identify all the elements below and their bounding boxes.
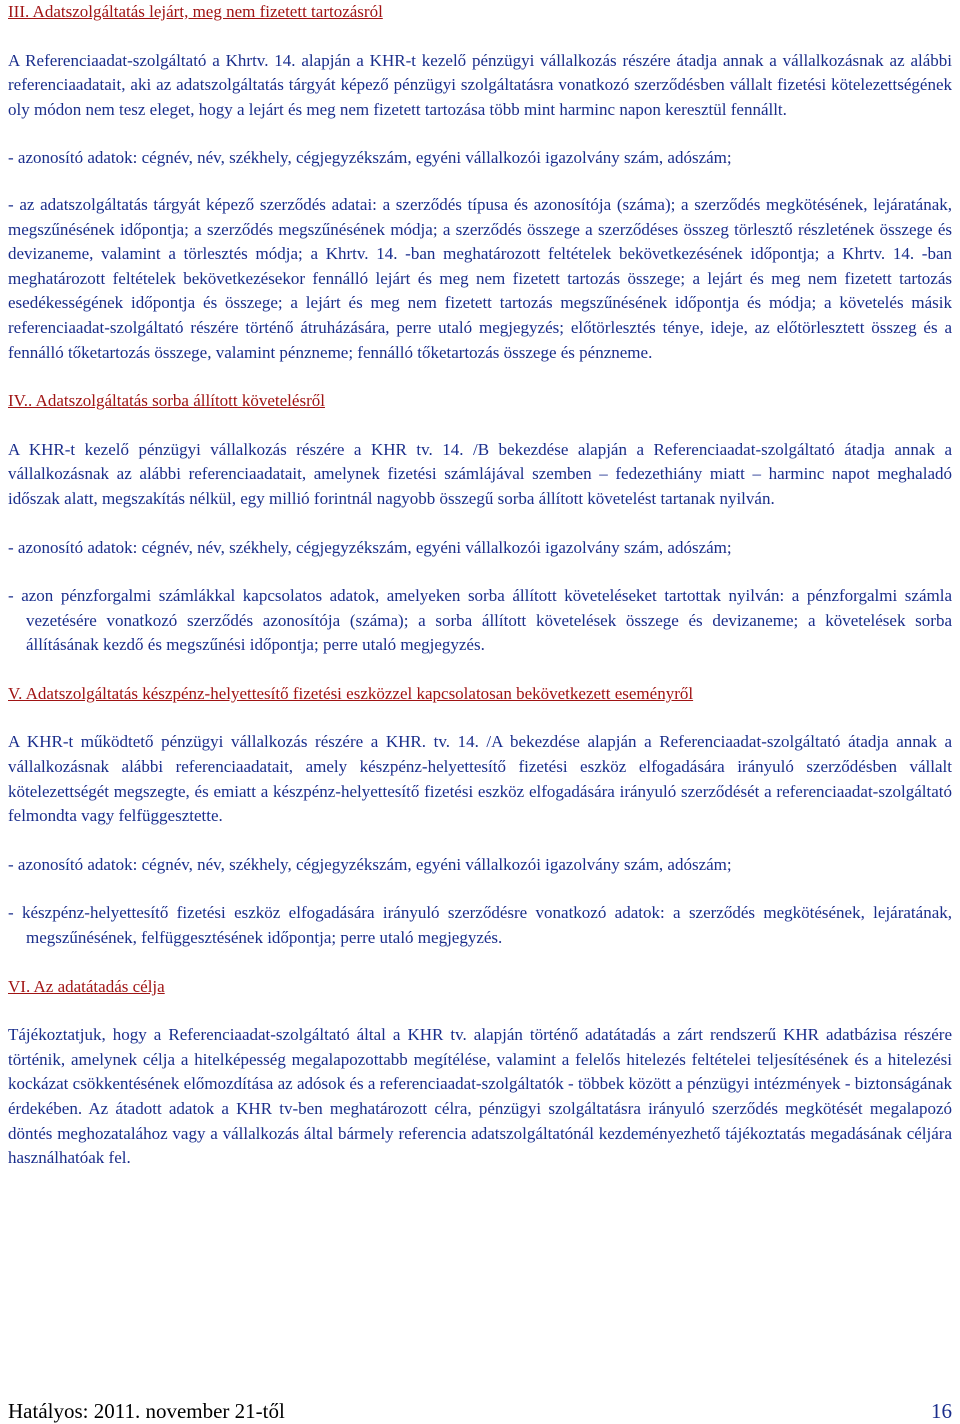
- document-page: [8, 0, 952, 1171]
- section-4-intro: A KHR-t kezelő pénzügyi vállalkozás részére a KHR tv. 14. /B bekezdése alapján a Referenciaadat-szolgáltató átadja annak a vállalkozásnak az alábbi referenciaadatait, amelynek fizetési számlájával szemben – fedezethiány miatt – harminc napot meghaladó időszak alatt, megszakítás nélkül, egy millió forintnál nagyobb összegű sorba állított követelést tartanak nyilván.: [8, 439, 952, 508]
- section-4-heading: IV.. Adatszolgáltatás sorba állított követelésről: [8, 391, 325, 411]
- section-6-heading: VI. Az adatátadás célja: [8, 976, 165, 996]
- section-6-intro: Tájékoztatjuk, hogy a Referenciaadat-szolgáltató által a KHR tv. alapján történő adatátadás a zárt rendszerű KHR adatbázisa részére történik, amelynek célja a hitelképesség megalapozottabb megítélése, valamint a felelős hitelezés feltételei teljesítésének és a hitelezési kockázat csökkentésének előmozdítása az adósok és a referenciaadat-szolgáltatók - többek között a pénzügyi intézmények - biztonságának érdekében. Az átadott adatok a KHR tv-ben meghatározott célra, pénzügyi szolgáltatásra irányuló szerződés megkötését megalapozó döntés meghozatalához vagy a vállalkozás által bármely referencia adatszolgáltatónál kezdeményezhető tájékoztatás megadásának céljára használhatóak fel.: [8, 1025, 952, 1168]
- section-4-item-identification: - azonosító adatok: cégnév, név, székhely, cégjegyzékszám, egyéni vállalkozói igazolvány szám, adószám;: [8, 537, 732, 557]
- section-5-intro: A KHR-t működtető pénzügyi vállalkozás részére a KHR. tv. 14. /A bekezdése alapján a Referenciaadat-szolgáltató átadja annak a vállalkozásnak alábbi referenciaadatait, amely készpénz-helyettesítő fizetési eszköz elfogadására irányuló szerződésben vállalt kötelezettségét megszegte, és emiatt a készpénz-helyettesítő fizetési eszköz elfogadására irányuló szerződését a referenciaadat-szolgáltató felmondta vagy felfüggesztette.: [8, 732, 952, 826]
- section-3-intro: A Referenciaadat-szolgáltató a Khrtv. 14. alapján a KHR-t kezelő pénzügyi vállalkozás részére átadja annak a vállalkozásnak az alábbi referenciaadatait, aki az adatszolgáltatás tárgyát képező pénzügyi szolgáltatásra vonatkozó szerződésben vállalt fizetési kötelezettségének oly módon nem tesz eleget, hogy a lejárt és meg nem fizetett tartozása több mint harminc napon keresztül fennállt.: [8, 50, 952, 119]
- section-5-item-identification: - azonosító adatok: cégnév, név, székhely, cégjegyzékszám, egyéni vállalkozói igazolvány szám, adószám;: [8, 854, 732, 874]
- section-3-heading: III. Adatszolgáltatás lejárt, meg nem fizetett tartozásról: [8, 2, 383, 21]
- section-5-item-card-data: - készpénz-helyettesítő fizetési eszköz elfogadására irányuló szerződésre vonatkozó adatok: a szerződés megkötésének, lejáratának, megszűnésének, felfüggesztésének időpontja; perre utaló megjegyzés.: [8, 903, 952, 948]
- page-footer: [8, 1398, 952, 1424]
- section-3-item-contract-data: - az adatszolgáltatás tárgyát képező szerződés adatai: a szerződés típusa és azonosítója (száma); a szerződés megkötésének, lejáratának, megszűnésének időpontja; a szerződés megszűnésének módja; a szerződés összege a szerződéses összeg törlesztő részletének összege és devizaneme, valamint a törlesztés módja; a Khrtv. 14. -ban meghatározott feltételek bekövetkezésének időpontja; a Khrtv. 14. -ban meghatározott feltételek bekövetkezésekor fennálló lejárt és meg nem fizetett tartozás összege; a lejárt és meg nem fizetett tartozás esedékességének időpontja és összege; a lejárt és meg nem fizetett tartozás megszűnésének időpontja és módja; a követelés másik referenciaadat-szolgáltató részére történő átruházására, perre utaló megjegyzés; előtörlesztés ténye, ideje, az előtörlesztett összeg és a fennálló tőketartozás összege, valamint pénzneme; fennálló tőketartozás összege és pénzneme.: [8, 194, 952, 362]
- section-5-heading: V. Adatszolgáltatás készpénz-helyettesítő fizetési eszközzel kapcsolatosan bekövetkezett eseményről: [8, 683, 694, 703]
- section-4-item-account-data: - azon pénzforgalmi számlákkal kapcsolatos adatok, amelyeken sorba állított követeléseket tartottak nyilván: a pénzforgalmi számla vezetésére vonatkozó szerződés azonosítója (száma); a sorba állított követelések összege és devizaneme; a követelések sorba állításának kezdő és megszűnési időpontja; perre utaló megjegyzés.: [8, 586, 952, 655]
- section-3-item-identification: - azonosító adatok: cégnév, név, székhely, cégjegyzékszám, egyéni vállalkozói igazolvány szám, adószám;: [8, 148, 732, 168]
- effective-date: Hatályos: 2011. november 21-től: [8, 1399, 285, 1423]
- page-number: 16: [931, 1399, 952, 1423]
